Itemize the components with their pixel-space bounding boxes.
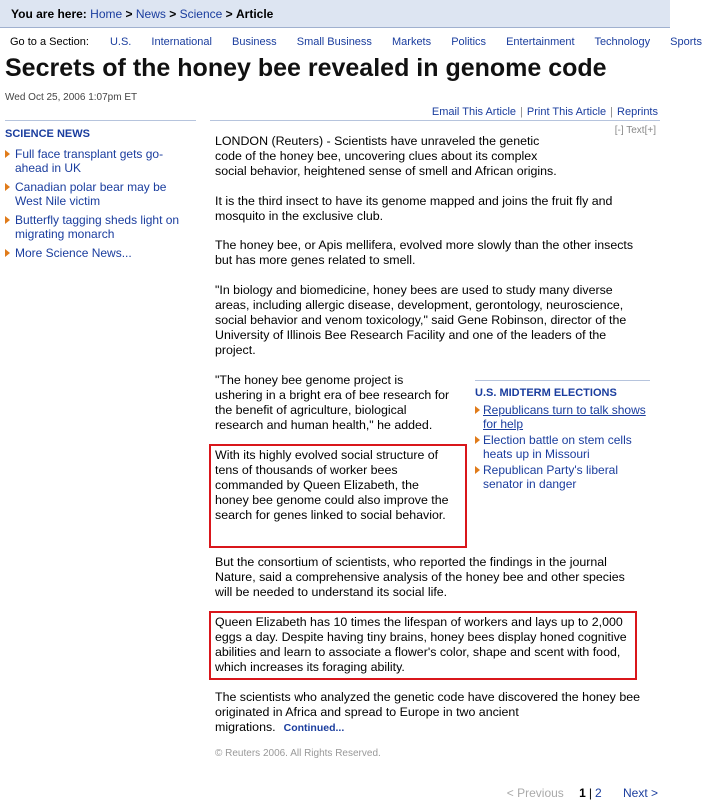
text-size-increase[interactable]: [+] (644, 125, 656, 136)
continued-link[interactable]: Continued... (283, 722, 345, 734)
breadcrumb-home[interactable]: Home (90, 7, 123, 21)
midterm-heading: U.S. MIDTERM ELECTIONS (475, 387, 617, 399)
section-nav-label: Go to a Section: (10, 36, 89, 48)
section-small-business[interactable]: Small Business (296, 36, 372, 48)
list-item (475, 433, 650, 461)
arrow-bullet-icon (5, 216, 10, 224)
breadcrumb-label: You are here: (11, 7, 87, 21)
science-news-link[interactable]: Canadian polar bear may be West Nile victim (15, 180, 167, 208)
article-paragraph-highlighted: With its highly evolved social structure of tens of thousands of worker bees commanded by Queen Elizabeth, the honey bee genome could also improve the search for genes linked to social behavior. (215, 448, 449, 522)
text-size-decrease[interactable]: [-] (614, 125, 624, 136)
midterm-divider (475, 380, 650, 381)
science-news-list (5, 147, 195, 265)
tool-separator: | (610, 106, 614, 118)
section-international[interactable]: International (151, 36, 212, 48)
midterm-elections-box (475, 380, 650, 493)
section-business[interactable]: Business (232, 36, 277, 48)
arrow-bullet-icon (475, 436, 480, 444)
article-paragraph: It is the third insect to have its genome mapped and joins the fruit fly and mosquito in the exclusive club. (215, 194, 613, 223)
list-item (5, 213, 195, 241)
section-nav (10, 36, 719, 48)
section-technology[interactable]: Technology (594, 36, 651, 48)
arrow-bullet-icon (5, 150, 10, 158)
article-title: Secrets of the honey bee revealed in genome code (5, 54, 607, 82)
midterm-link[interactable]: Election battle on stem cells heats up in Missouri (483, 433, 632, 461)
breadcrumb-science[interactable]: Science (179, 7, 223, 21)
article-tools (432, 106, 658, 118)
breadcrumb-news[interactable]: News (135, 7, 166, 21)
page-separator: | (588, 786, 592, 800)
article-paragraph: "In biology and biomedicine, honey bees are used to study many diverse areas, including allergic disease, development, gerontology, neuroscience, social behavior and venom toxicology," said Gene Robinson, director of the University of Illinois Bee Research Facility and one of the leaders of the project. (215, 283, 627, 357)
tool-separator: | (520, 106, 523, 118)
article-paragraph: "The honey bee genome project is ushering in a bright era of bee research for the benefit of agriculture, biological research and human health," he added. (215, 373, 450, 432)
page-2-link[interactable]: 2 (594, 786, 602, 800)
highlight-box (209, 444, 467, 548)
article-paragraph-last (215, 690, 645, 736)
list-item (5, 147, 195, 175)
midterm-link[interactable]: Republican Party's liberal senator in danger (483, 463, 619, 491)
print-article-link[interactable]: Print This Article (526, 106, 607, 118)
arrow-bullet-icon (5, 249, 10, 257)
section-politics[interactable]: Politics (451, 36, 487, 48)
text-size-label: Text (626, 125, 645, 136)
section-us[interactable]: U.S. (109, 36, 132, 48)
arrow-bullet-icon (475, 406, 480, 414)
email-article-link[interactable]: Email This Article (431, 106, 517, 118)
breadcrumb-separator: > (225, 7, 233, 21)
midterm-list (475, 403, 650, 491)
article-paragraph-highlighted: Queen Elizabeth has 10 times the lifespan of workers and lays up to 2,000 eggs a day. Despite having tiny brains, honey bees display honed cognitive abilities and learn to associate a flower's color, shape and scent with food, which increases its foraging ability. (215, 615, 627, 674)
article-paragraph: But the consortium of scientists, who reported the findings in the journal Nature, said a comprehensive analysis of the honey bee and other species will be needed to understand its social life. (215, 555, 625, 599)
section-entertainment[interactable]: Entertainment (506, 36, 575, 48)
article-paragraph: The honey bee, or Apis mellifera, evolved more slowly than the other insects but has more genes related to smell. (215, 238, 634, 267)
tools-divider (210, 120, 660, 121)
science-news-heading: SCIENCE NEWS (5, 128, 90, 140)
breadcrumb (0, 0, 670, 28)
copyright: © Reuters 2006. All Rights Reserved. (215, 748, 381, 759)
breadcrumb-separator: > (169, 7, 177, 21)
list-item (475, 463, 650, 491)
highlight-box (209, 611, 637, 680)
more-science-news-link[interactable]: More Science News... (15, 246, 132, 260)
arrow-bullet-icon (475, 466, 480, 474)
section-markets[interactable]: Markets (392, 36, 432, 48)
arrow-bullet-icon (5, 183, 10, 191)
article-paragraph-text: The scientists who analyzed the genetic code have discovered the honey bee originated in Africa and spread to Europe in two ancient migrations. (215, 690, 640, 734)
breadcrumb-separator: > (125, 7, 133, 21)
midterm-link[interactable]: Republicans turn to talk shows for help (483, 403, 646, 431)
science-news-link[interactable]: Full face transplant gets go-ahead in UK (15, 147, 164, 175)
page-1-current: 1 (579, 786, 586, 800)
next-page-link[interactable]: Next > (622, 786, 658, 800)
pagination (507, 786, 658, 800)
science-news-link[interactable]: Butterfly tagging sheds light on migrating monarch (15, 213, 180, 241)
list-item (5, 246, 195, 260)
list-item (475, 403, 650, 431)
reprints-link[interactable]: Reprints (617, 106, 658, 118)
list-item (5, 180, 195, 208)
breadcrumb-current: Article (236, 7, 274, 21)
article-dateline: Wed Oct 25, 2006 1:07pm ET (5, 92, 138, 103)
article-paragraph: LONDON (Reuters) - Scientists have unraveled the genetic code of the honey bee, uncovering clues about its complex social behavior, heightened sense of smell and African origins. (215, 134, 557, 178)
previous-page: < Previous (506, 786, 564, 800)
science-news-divider (5, 120, 196, 121)
section-sports[interactable]: Sports (670, 36, 702, 48)
text-size-control (615, 125, 656, 136)
